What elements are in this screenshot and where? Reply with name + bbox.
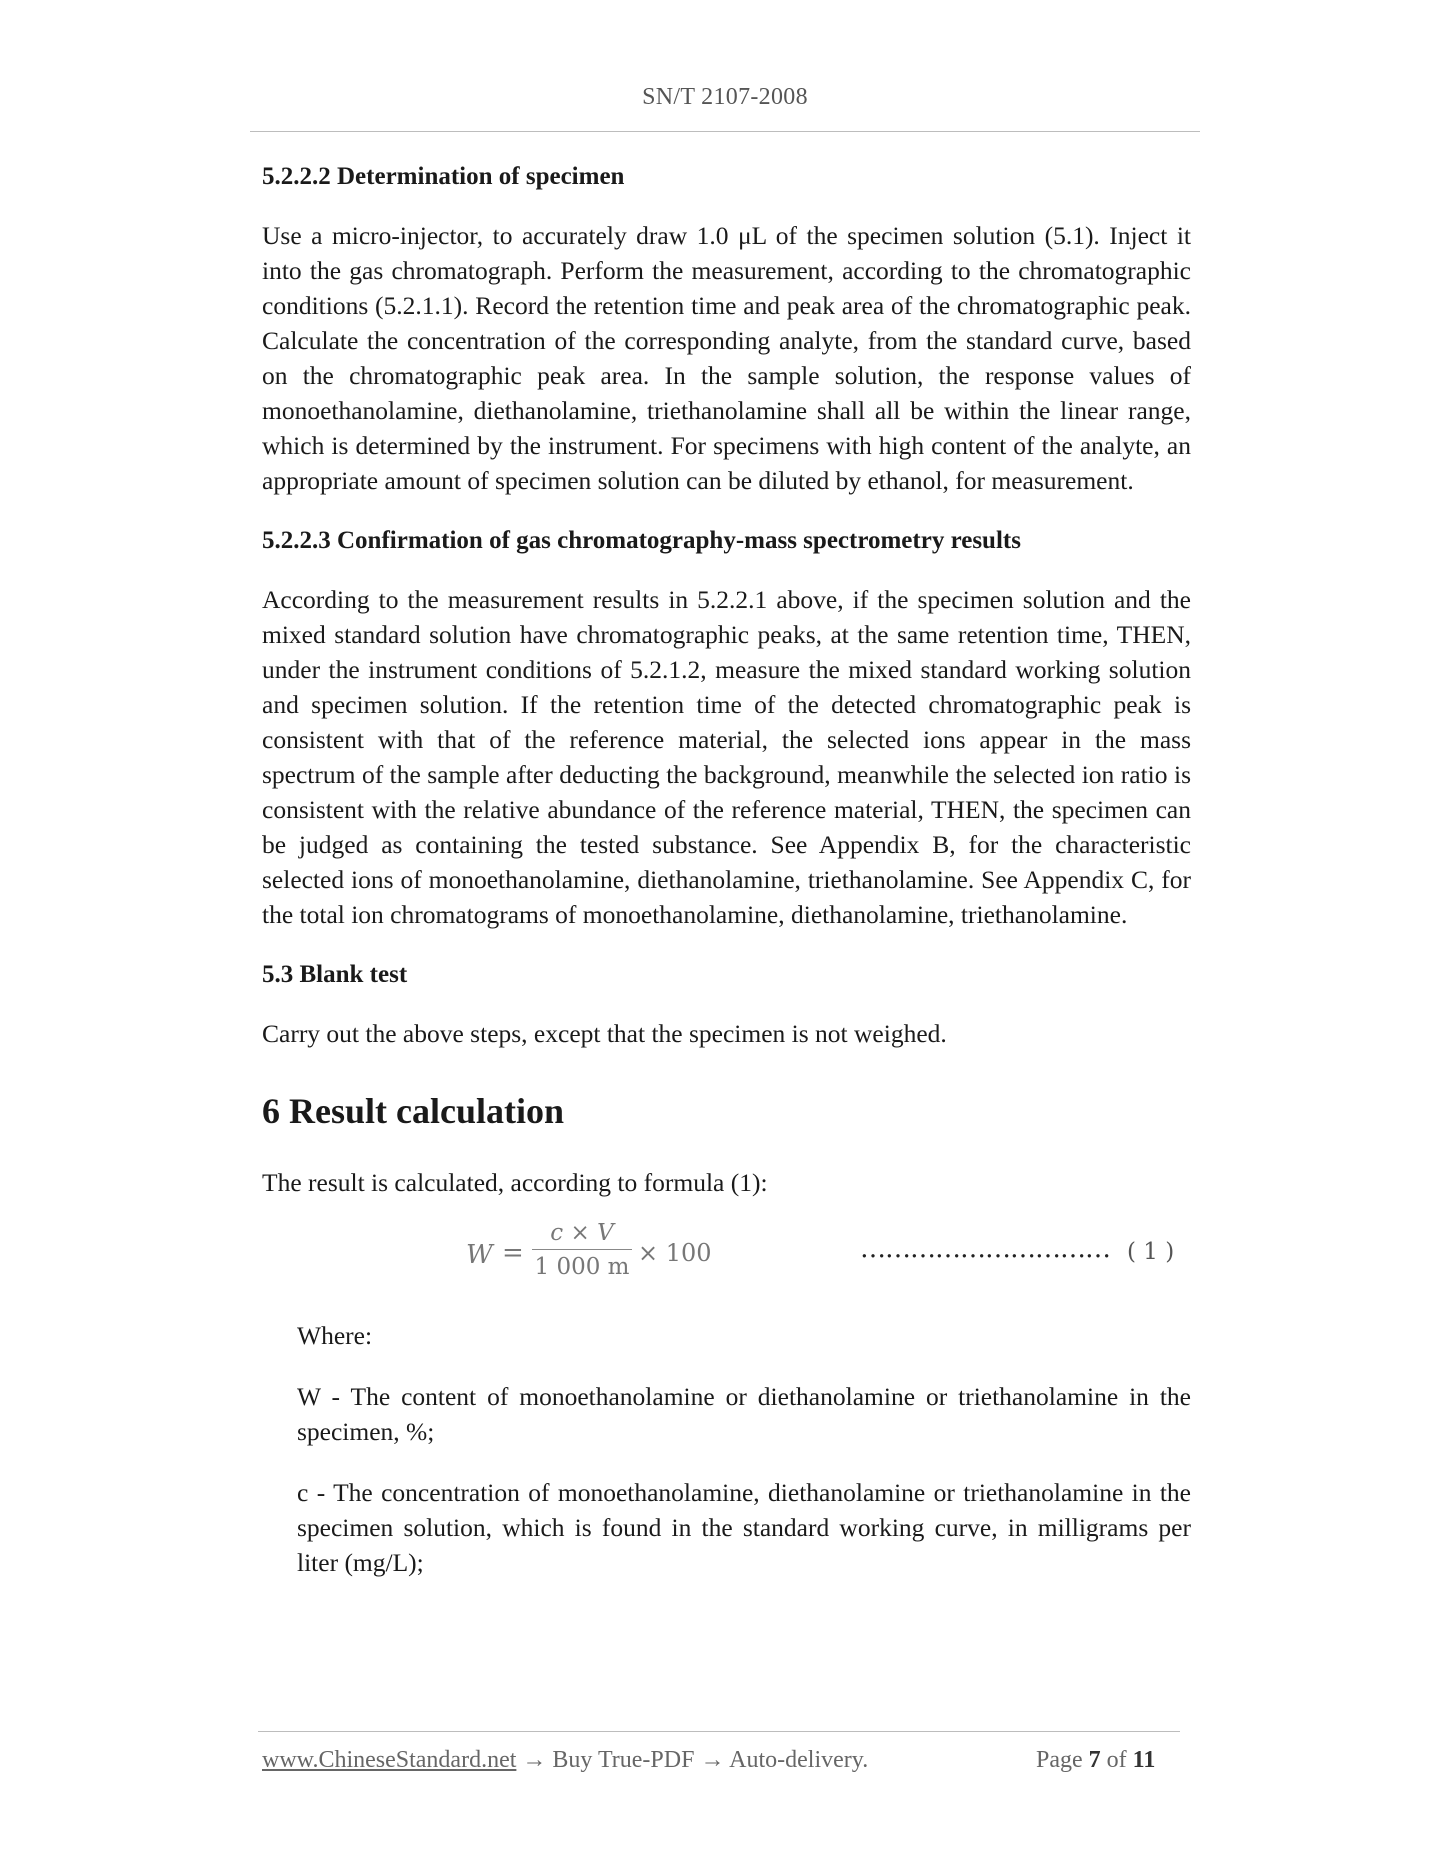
heading-6: 6 Result calculation (262, 1091, 564, 1131)
formula-leader-dots: ………………………… (860, 1234, 1110, 1264)
definition-c: c - The concentration of monoethanolamine, diethanolamine or triethanolamine in the specimen solution, which is found in the standard working curve, in milligrams per liter (mg/L); (297, 1478, 1191, 1577)
paragraph-5-2-2-3: According to the measurement results in 5.2.2.1 above, if the specimen solution and the mixed standard solution have chromatographic peaks, at the same retention time, THEN, under the instrument conditions of 5.2.1.2, measure the mixed standard working solution and specimen solution. If the retention time of the detected chromatographic peak is consistent with that of the reference material, the selected ions appear in the mass spectrum of the sample after deducting the background, meanwhile the selected ion ratio is consistent with the relative abundance of the reference material, THEN, the specimen can be judged as containing the tested substance. See Appendix B, for the characteristic selected ions of monoethanolamine, diethanolamine, triethanolamine. See Appendix C, for the total ion chromatograms of monoethanolamine, diethanolamine, triethanolamine. (262, 585, 1191, 929)
page-content (262, 160, 1191, 1606)
site-link[interactable]: www.ChineseStandard.net (262, 1747, 517, 1773)
footer-divider (258, 1731, 1180, 1732)
where-label: Where: (297, 1321, 373, 1350)
formula-number: ( 1 ) (1127, 1239, 1175, 1265)
definition-W: W - The content of monoethanolamine or diethanolamine or triethanolamine in the specimen, %; (297, 1382, 1191, 1446)
paragraph-6-intro: The result is calculated, according to formula (1): (262, 1168, 768, 1197)
formula-fraction (532, 1218, 632, 1282)
formula-multiplier: × 100 (638, 1239, 712, 1267)
header-divider (250, 131, 1200, 132)
page-number (1036, 1747, 1155, 1774)
current-page: 7 (1088, 1747, 1101, 1773)
footer-links (262, 1747, 868, 1774)
footer-arrow-1: → (516, 1747, 553, 1773)
formula-equals: = (502, 1238, 524, 1268)
page-word: Page (1036, 1747, 1083, 1773)
auto-delivery-text: Auto-delivery. (729, 1747, 869, 1773)
formula-numerator: c × V (550, 1220, 614, 1246)
formula-lhs: W (466, 1240, 493, 1270)
heading-5-3: 5.3 Blank test (262, 961, 408, 988)
footer-arrow-2: → (694, 1747, 730, 1773)
formula-fraction-bar (532, 1249, 632, 1250)
heading-5-2-2-2: 5.2.2.2 Determination of specimen (262, 163, 625, 190)
heading-5-2-2-3: 5.2.2.3 Confirmation of gas chromatography-mass spectrometry results (262, 527, 1021, 554)
total-pages: 11 (1132, 1747, 1156, 1773)
formula-denominator: 1 000 m (534, 1254, 630, 1280)
of-word: of (1106, 1747, 1127, 1773)
buy-pdf-text: Buy True-PDF (552, 1747, 695, 1773)
paragraph-5-3: Carry out the above steps, except that the specimen is not weighed. (262, 1019, 947, 1048)
page-header: SN/T 2107-2008 (642, 84, 808, 110)
paragraph-5-2-2-2: Use a micro-injector, to accurately draw 1.0 μL of the specimen solution (5.1). Inject it into the gas chromatograph. Perform the measurement, according to the chromatographic conditions (5.2.1.1). Record the retention time and peak area of the chromatographic peak. Calculate the concentration of the corresponding analyte, from the standard curve, based on the chromatographic peak area. In the sample solution, the response values of monoethanolamine, diethanolamine, triethanolamine shall all be within the linear range, which is determined by the instrument. For specimens with high content of the analyte, an appropriate amount of specimen solution can be diluted by ethanol, for measurement. (262, 221, 1191, 495)
formula-1 (262, 1220, 1191, 1296)
